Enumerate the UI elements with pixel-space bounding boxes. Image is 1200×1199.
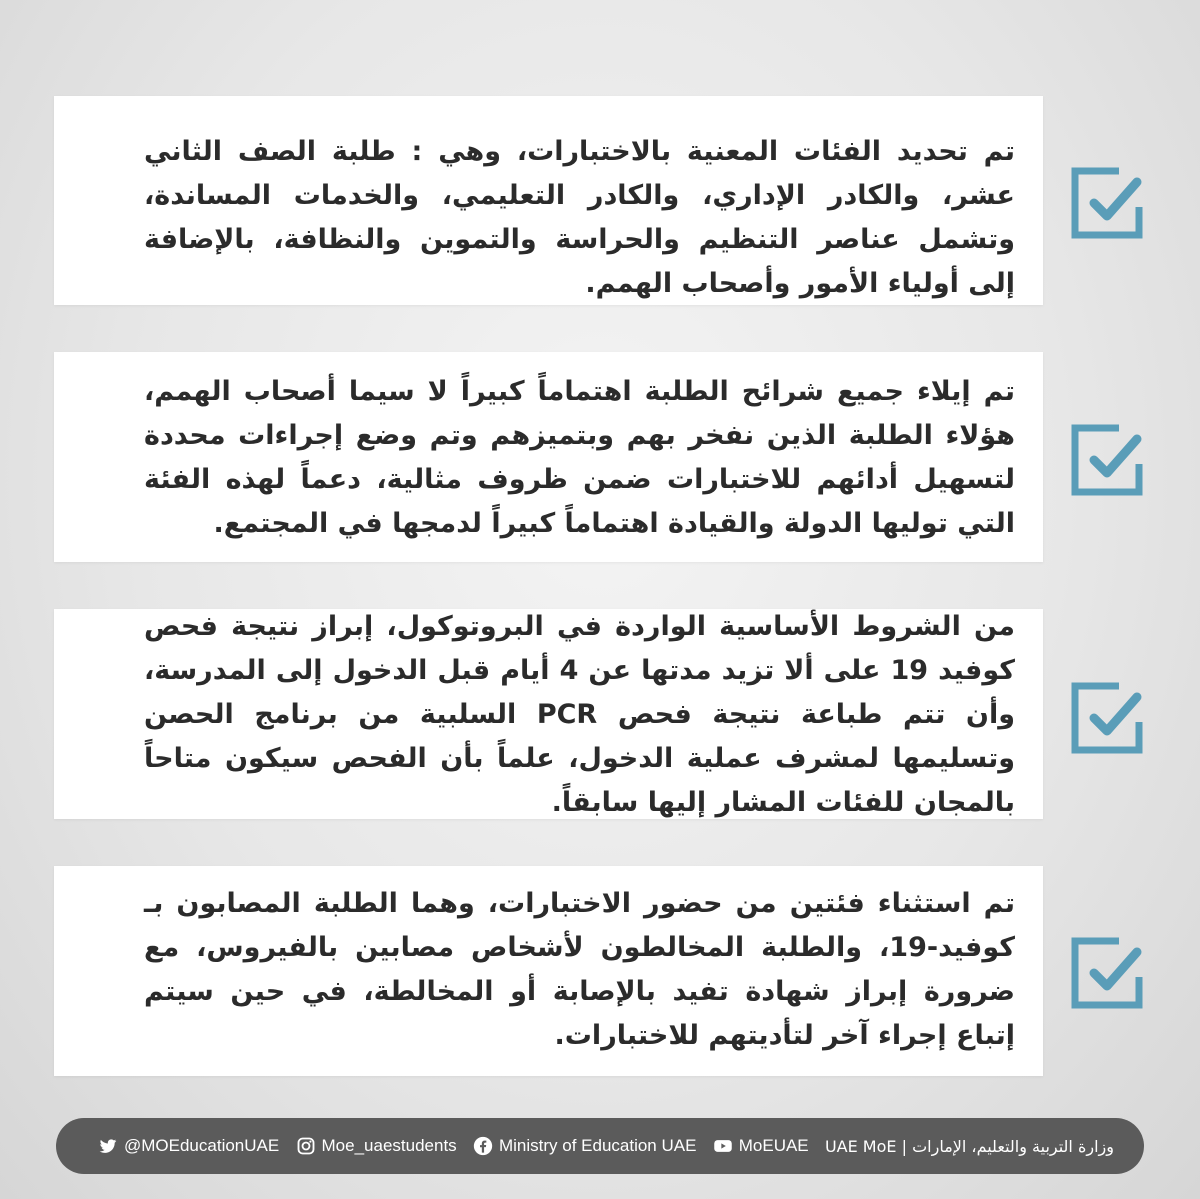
checkbox-check-icon xyxy=(1067,422,1147,498)
instagram-icon xyxy=(296,1136,316,1156)
info-card-text: تم تحديد الفئات المعنية بالاختبارات، وهي : طلبة الصف الثاني عشر، والكادر الإداري، والكادر التعليمي، والخدمات المساندة، وتشمل عناصر التنظيم والحراسة والتموين والنظافة، بالإضافة إلى أولياء الأمور وأصحاب الهمم. xyxy=(144,136,1015,299)
youtube-icon xyxy=(713,1136,733,1156)
info-card-2 xyxy=(54,352,1043,562)
info-card-text: تم استثناء فئتين من حضور الاختبارات، وهما الطلبة المصابون بـ كوفيد-19، والطلبة المخالطون لأشخاص مصابين بالفيروس، مع ضرورة إبراز شهادة تفيد بالإصابة أو المخالطة، في حين سيتم إتباع إجراء آخر لتأديتهم للاختبارات. xyxy=(144,888,1015,1051)
twitter-handle: @MOEducationUAE xyxy=(124,1136,280,1155)
info-card-4 xyxy=(54,866,1043,1076)
instagram-link[interactable] xyxy=(296,1136,457,1156)
youtube-link[interactable] xyxy=(713,1136,809,1156)
ministry-label: وزارة التربية والتعليم، الإمارات | UAE MoE xyxy=(824,1136,1114,1156)
facebook-page: Ministry of Education UAE xyxy=(498,1136,697,1155)
info-card-text: تم إيلاء جميع شرائح الطلبة اهتماماً كبيراً لا سيما أصحاب الهمم، هؤلاء الطلبة الذين نفخر بهم وبتميزهم وتم وضع إجراءات محددة لتسهيل أدائهم للاختبارات ضمن ظروف مثالية، دعماً لهذه الفئة التي توليها الدولة والقيادة اهتماماً كبيراً لدمجها في المجتمع. xyxy=(144,376,1015,539)
social-footer-bar xyxy=(56,1118,1144,1174)
ministry-name xyxy=(825,1137,1114,1156)
instagram-handle: Moe_uaestudents xyxy=(321,1136,457,1155)
checkbox-check-icon xyxy=(1067,680,1147,756)
info-card-3 xyxy=(54,609,1043,819)
checkbox-check-icon xyxy=(1067,165,1147,241)
twitter-icon xyxy=(98,1136,118,1156)
youtube-channel: MoEUAE xyxy=(738,1136,809,1155)
checkbox-check-icon xyxy=(1067,935,1147,1011)
facebook-link[interactable] xyxy=(473,1136,696,1156)
twitter-link[interactable] xyxy=(98,1136,279,1156)
info-card-text: من الشروط الأساسية الواردة في البروتوكول، إبراز نتيجة فحص كوفيد 19 على ألا تزيد مدتها عن 4 أيام قبل الدخول إلى المدرسة، وأن تتم طباعة نتيجة فحص PCR السلبية من برنامج الحصن وتسليمها لمشرف عملية الدخول، علماً بأن الفحص سيكون متاحاً بالمجان للفئات المشار إليها سابقاً. xyxy=(144,611,1015,818)
info-card-1 xyxy=(54,96,1043,305)
facebook-icon xyxy=(473,1136,493,1156)
